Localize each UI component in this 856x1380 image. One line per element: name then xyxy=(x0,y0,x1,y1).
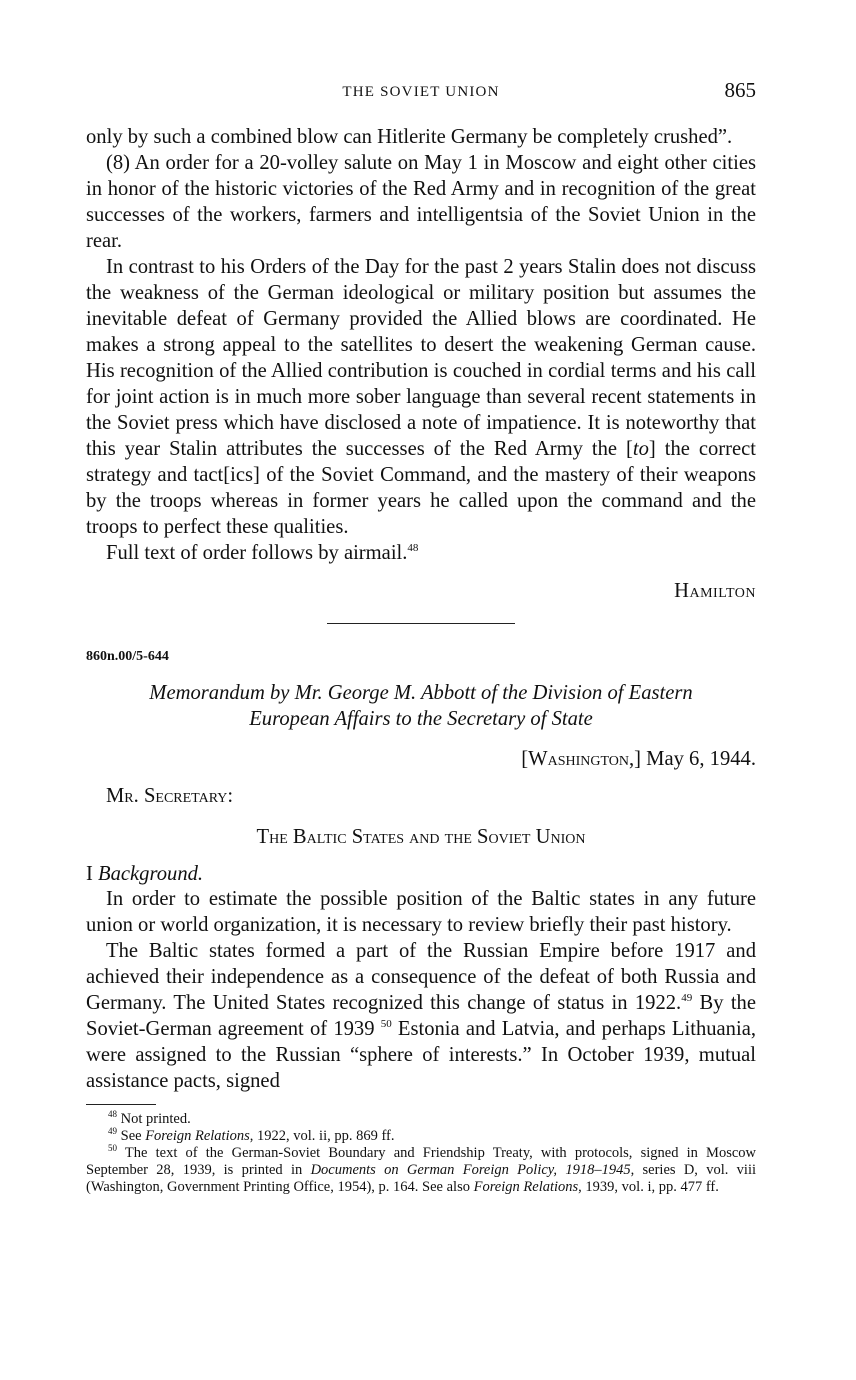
section-heading-number: I xyxy=(86,863,99,885)
footnote-text: The text of the German-Soviet Boundary and Friendship Treaty, with protocols, signed in Moscow September 28, 1939, is printed in xyxy=(86,1145,756,1178)
salutation: Mr. Secretary: xyxy=(106,785,234,807)
footnote-ref-48: 48 xyxy=(407,542,419,555)
paragraph-history xyxy=(86,938,756,1094)
paragraph-history-part-a: The Baltic states formed a part of the Russian Empire before 1917 and achieved their independence as a consequence of the defeat of both Russia and Germany. The United States recognized this change of status in 1922. xyxy=(86,940,756,1014)
paragraph-item-8: (8) An order for a 20-volley salute on May 1 in Moscow and eight other cities in honor of the historic victories of the Red Army and in recognition of the great successes of the workers, farmers and intelligentsia of the Soviet Union in the rear. xyxy=(86,152,756,252)
paragraph-estimate: In order to estimate the possible position of the Baltic states in any future union or world organization, it is necessary to review briefly their past history. xyxy=(86,888,756,936)
footnote-48 xyxy=(86,1111,756,1128)
signature-hamilton: Hamilton xyxy=(674,580,756,602)
section-divider xyxy=(327,623,515,624)
paragraph-analysis-part-a: In contrast to his Orders of the Day for the past 2 years Stalin does not discuss the weakness of the German ideological or military position but assumes the inevitable defeat of Germany provided the Allied blows are coordinated. He makes a strong appeal to the satellites to desert the weakening German cause. His recognition of the Allied contribution is couched in cordial terms and his call for joint action is in much more sober language than several recent statements in the Soviet press which have disclosed a note of impatience. It is noteworthy that this year Stalin attributes the successes of the Red Army the [ xyxy=(86,256,756,460)
footnote-ref-50: 50 xyxy=(380,1018,392,1031)
paragraph-continuation: only by such a combined blow can Hitlerite Germany be completely crushed”. xyxy=(86,126,733,148)
footnote-50 xyxy=(86,1145,756,1196)
paragraph-history-part-b: By the Soviet-German agreement of 1939 xyxy=(86,992,756,1040)
document-title-line-1: Memorandum by Mr. George M. Abbott of the Division of Eastern xyxy=(149,682,693,704)
section-heading-text: Background. xyxy=(98,863,204,885)
footnote-text: See xyxy=(117,1128,146,1144)
document-page xyxy=(86,78,756,1196)
running-head: THE SOVIET UNION xyxy=(342,84,500,100)
footnotes xyxy=(86,1111,756,1196)
section-heading-background xyxy=(86,863,756,886)
footnote-citation: Documents on German Foreign Policy, 1918–1945 xyxy=(310,1162,631,1178)
footnote-rule xyxy=(86,1104,156,1105)
footnote-text: , series D, vol. viii (Washington, Government Printing Office, 1954), p. 164. See also xyxy=(86,1162,757,1195)
document-title xyxy=(86,680,756,732)
document-title-line-2: European Affairs to the Secretary of State xyxy=(249,708,593,730)
page-number: 865 xyxy=(724,78,756,102)
footnote-number: 48 xyxy=(108,1109,117,1120)
footnote-49 xyxy=(86,1128,756,1145)
footnote-text: , 1939, vol. i, pp. 477 ff. xyxy=(578,1179,719,1195)
paragraph-airmail xyxy=(86,540,756,566)
dateline xyxy=(86,748,756,771)
footnote-citation: Foreign Relations xyxy=(473,1179,579,1195)
file-number: 860n.00/5-644 xyxy=(86,649,169,664)
footnote-text: Not printed. xyxy=(117,1111,191,1127)
dateline-date: May 6, 1944. xyxy=(641,748,756,770)
dateline-place: [Washington,] xyxy=(521,748,642,770)
paragraph-analysis-part-b: ] the correct strategy and tact[ics] of the Soviet Command, and the mastery of their weapons by the troops whereas in former years he called upon the command and the troops to perfect these qualities. xyxy=(86,438,756,538)
editorial-insertion: to xyxy=(632,438,649,460)
footnote-number: 49 xyxy=(108,1126,117,1137)
section-title: The Baltic States and the Soviet Union xyxy=(256,826,586,848)
footnote-text: , 1922, vol. ii, pp. 869 ff. xyxy=(249,1128,395,1144)
footnote-number: 50 xyxy=(108,1143,117,1154)
paragraph-airmail-text: Full text of order follows by airmail. xyxy=(106,542,408,564)
paragraph-analysis xyxy=(86,254,756,540)
page-header xyxy=(86,78,756,110)
footnote-citation: Foreign Relations xyxy=(145,1128,250,1144)
paragraph-history-part-c: Estonia and Latvia, and perhaps Lithuania, were assigned to the Russian “sphere of interests.” In October 1939, mutual assistance pacts, signed xyxy=(86,1018,756,1092)
footnote-ref-49: 49 xyxy=(681,992,693,1005)
